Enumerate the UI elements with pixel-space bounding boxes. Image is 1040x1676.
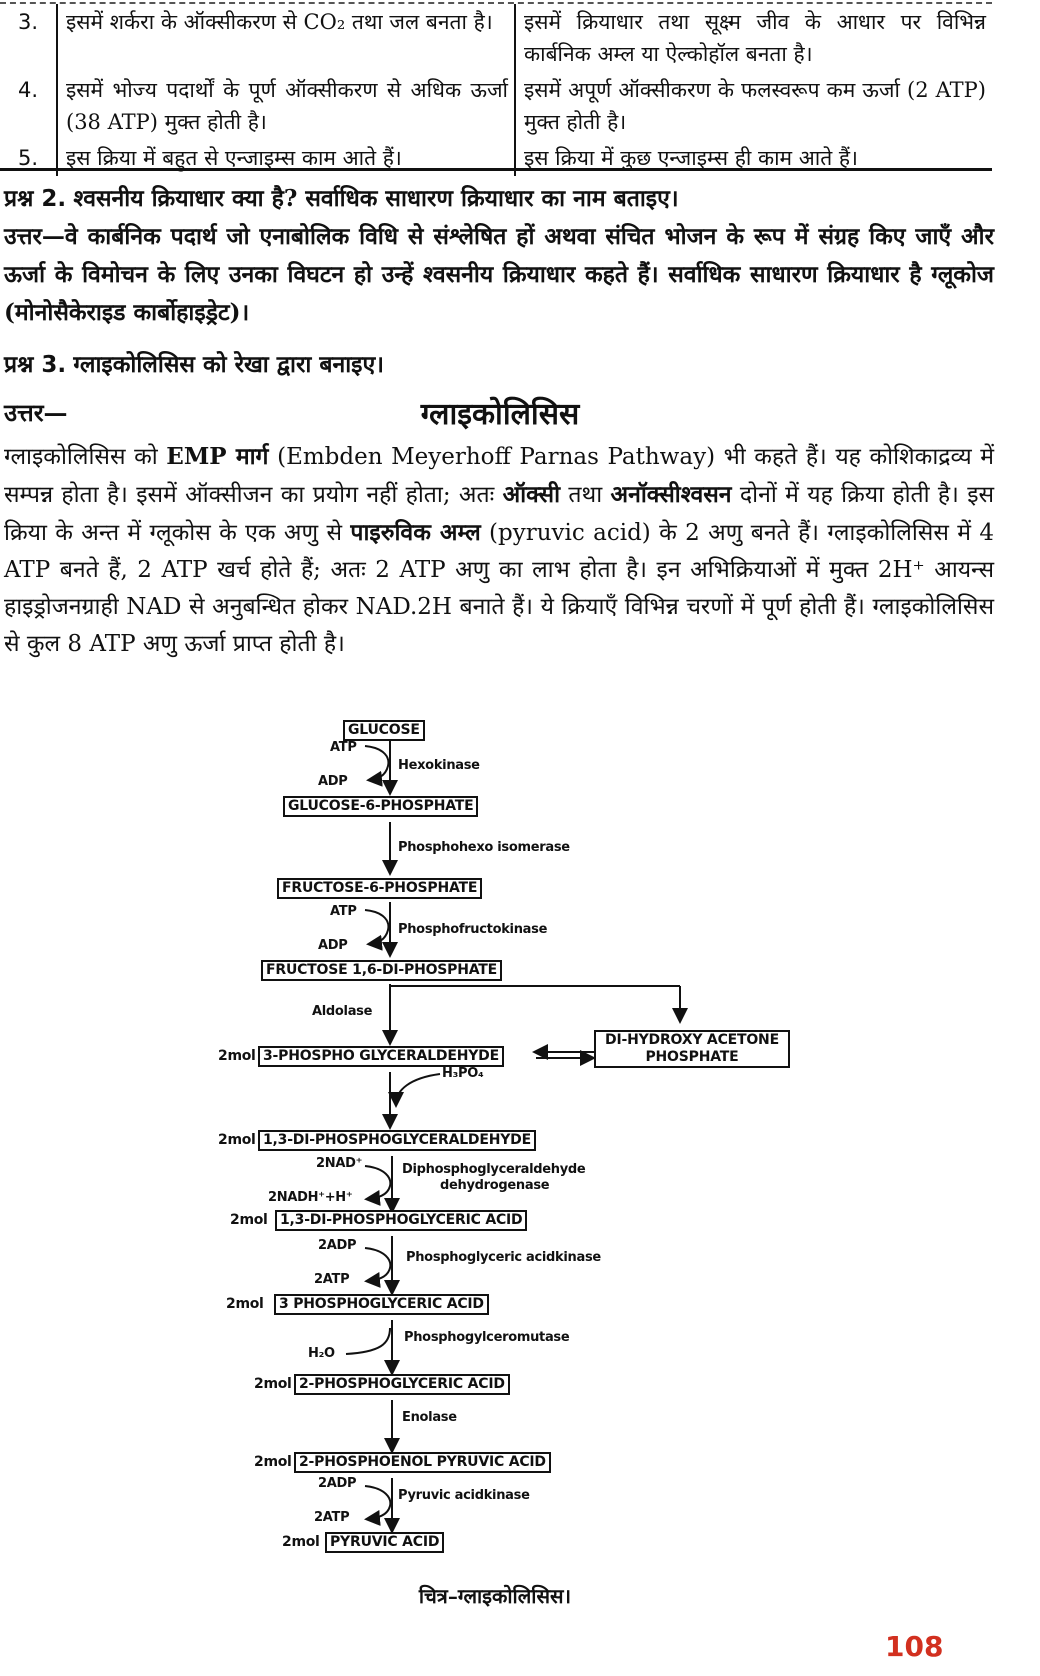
table-bottom-rule (0, 168, 992, 171)
atp-label: ATP (330, 740, 357, 755)
glucose-box: GLUCOSE (343, 720, 425, 741)
atp-label: 2ATP (314, 1272, 350, 1287)
section-heading: ग्लाइकोलिसिस (420, 397, 580, 432)
diphosphoglyceric-acid-box: 1,3-DI-PHOSPHOGLYCERIC ACID (275, 1210, 527, 1231)
dehydrogenase-label-line1: Diphosphoglyceraldehyde (402, 1162, 586, 1177)
table-row (0, 4, 992, 72)
pyruvic-term: पाइरुविक अम्ल (350, 519, 481, 546)
row-number: 3. (17, 10, 39, 34)
phosphoglyceraldehyde-box: 3-PHOSPHO GLYCERALDEHYDE (258, 1046, 504, 1067)
aerobic-cell: इसमें शर्करा के ऑक्सीकरण से CO₂ तथा जल बनता है। (57, 4, 515, 72)
adp-label: ADP (318, 938, 348, 953)
row-number: 5. (17, 146, 39, 170)
answer-3-paragraph (4, 438, 994, 663)
anaerobic-cell: इस क्रिया में कुछ एन्जाइम्स ही काम आते हैं। (515, 140, 992, 176)
text-run: ग्लाइकोलिसिस को (4, 444, 158, 470)
aerobic-cell: इसमें भोज्य पदार्थों के पूर्ण ऑक्सीकरण से अधिक ऊर्जा (38 ATP) मुक्त होती है। (57, 72, 515, 140)
question-text: श्वसनीय क्रियाधार क्या है? सर्वाधिक साधारण क्रियाधार का नाम बताइए। (73, 185, 679, 212)
text-run: (Embden Meyerhoff Parnas Pathway) भी कहते हैं। यह कोशिकाद्रव्य में सम्पन्न होता है। इसमें ऑक्सीजन का प्रयोग नहीं होता; अतः (4, 444, 995, 508)
question-3 (4, 346, 994, 384)
two-mol-label: 2mol (282, 1534, 320, 1550)
answer-text: वे कार्बनिक पदार्थ जो एनाबोलिक विधि से संश्लेषित हों अथवा संचित भोजन के रूप में संग्रह किए जाएँ और ऊर्जा के विमोचन के लिए उनका विघटन हो उन्हें श्वसनीय क्रियाधार कहते हैं। सर्वाधिक साधारण क्रियाधार है ग्लूकोज (मोनोसैकेराइड कार्बोहाइड्रेट)। (4, 223, 994, 326)
adp-label: 2ADP (318, 1476, 357, 1491)
isomerase-label: Phosphohexo isomerase (398, 840, 570, 855)
diagram-arrows (0, 700, 1040, 1620)
phosphoric-acid-label: H₃PO₄ (442, 1066, 484, 1081)
two-mol-label: 2mol (230, 1212, 268, 1228)
two-mol-label: 2mol (218, 1048, 256, 1064)
anaerobic-cell: इसमें क्रियाधार तथा सूक्ष्म जीव के आधार पर विभिन्न कार्बनिक अम्ल या ऐल्कोहॉल बनता है। (515, 4, 992, 72)
dihydroxyacetone-phosphate-box: DI-HYDROXY ACETONE PHOSPHATE (594, 1030, 790, 1068)
glycolysis-diagram (0, 700, 1040, 1620)
page-number: 108 (885, 1630, 944, 1663)
adp-label: 2ADP (318, 1238, 357, 1253)
hexokinase-label: Hexokinase (398, 758, 480, 773)
answer-label: उत्तर— (4, 223, 65, 250)
table-row (0, 72, 992, 140)
row-number: 4. (17, 78, 39, 102)
comparison-table (0, 4, 992, 176)
phosphoenol-pyruvic-acid-box: 2-PHOSPHOENOL PYRUVIC ACID (294, 1452, 551, 1473)
answer-label: उत्तर— (4, 398, 68, 427)
fructose-1-6-diphosphate-box: FRUCTOSE 1,6-DI-PHOSPHATE (261, 960, 502, 981)
question-2 (4, 180, 994, 218)
nad-label: 2NAD⁺ (316, 1156, 363, 1171)
text-run: (pyruvic acid) के 2 अणु बनते हैं। ग्लाइकोलिसिस में 4 ATP बनते हैं, 2 ATP खर्च होते हैं; अतः 2 ATP अणु का लाभ होता है। इन अभिक्रियाओं में मुक्त 2H⁺ आयन्स हाइड्रोजनग्राही NAD से अनुबन्धित होकर NAD.2H बनाते हैं। ये क्रियाएँ विभिन्न चरणों में पूर्ण होती हैं। ग्लाइकोलिसिस से कुल 8 ATP अणु ऊर्जा प्राप्त होती है। (4, 520, 995, 657)
anoxy-term: अनॉक्सीश्वसन (610, 481, 732, 508)
water-label: H₂O (308, 1346, 335, 1361)
phosphoglyceromutase-label: Phosphogylceromutase (404, 1330, 570, 1345)
phosphoglyceric-acidkinase-label: Phosphoglyceric acidkinase (406, 1250, 601, 1265)
emp-term: EMP मार्ग (166, 443, 269, 470)
pyruvic-acidkinase-label: Pyruvic acidkinase (398, 1488, 530, 1503)
dehydrogenase-label-line2: dehydrogenase (440, 1178, 550, 1193)
text-run: तथा (568, 482, 603, 508)
question-text: ग्लाइकोलिसिस को रेखा द्वारा बनाइए। (73, 351, 384, 378)
text-run: दोनों में यह क्रिया होती है। इस क्रिया के अन्त में ग्लूकोस के एक अणु से (4, 482, 995, 546)
pyruvic-acid-box: PYRUVIC ACID (325, 1532, 444, 1553)
atp-label: ATP (330, 904, 357, 919)
anaerobic-cell: इसमें अपूर्ण ऑक्सीकरण के फलस्वरूप कम ऊर्जा (2 ATP) मुक्त होती है। (515, 72, 992, 140)
atp-label: 2ATP (314, 1510, 350, 1525)
figure-caption: चित्र–ग्लाइकोलिसिस। (418, 1584, 572, 1608)
two-mol-label: 2mol (226, 1296, 264, 1312)
nadh-label: 2NADH⁺+H⁺ (268, 1190, 353, 1205)
oxy-term: ऑक्सी (502, 481, 561, 508)
aerobic-cell: इस क्रिया में बहुत से एन्जाइम्स काम आते हैं। (57, 140, 515, 176)
fructose-6-phosphate-box: FRUCTOSE-6-PHOSPHATE (277, 878, 482, 899)
question-label: प्रश्न 3. (4, 352, 67, 378)
enolase-label: Enolase (402, 1410, 457, 1425)
diphosphoglyceraldehyde-box: 1,3-DI-PHOSPHOGLYCERALDEHYDE (258, 1130, 536, 1151)
answer-2 (4, 218, 994, 332)
two-mol-label: 2mol (254, 1376, 292, 1392)
2-phosphoglyceric-acid-box: 2-PHOSPHOGLYCERIC ACID (294, 1374, 510, 1395)
3-phosphoglyceric-acid-box: 3 PHOSPHOGLYCERIC ACID (274, 1294, 489, 1315)
aldolase-label: Aldolase (312, 1004, 373, 1019)
two-mol-label: 2mol (254, 1454, 292, 1470)
adp-label: ADP (318, 774, 348, 789)
two-mol-label: 2mol (218, 1132, 256, 1148)
phosphofructokinase-label: Phosphofructokinase (398, 922, 548, 937)
glucose-6-phosphate-box: GLUCOSE-6-PHOSPHATE (283, 796, 478, 817)
question-label: प्रश्न 2. (4, 186, 67, 212)
